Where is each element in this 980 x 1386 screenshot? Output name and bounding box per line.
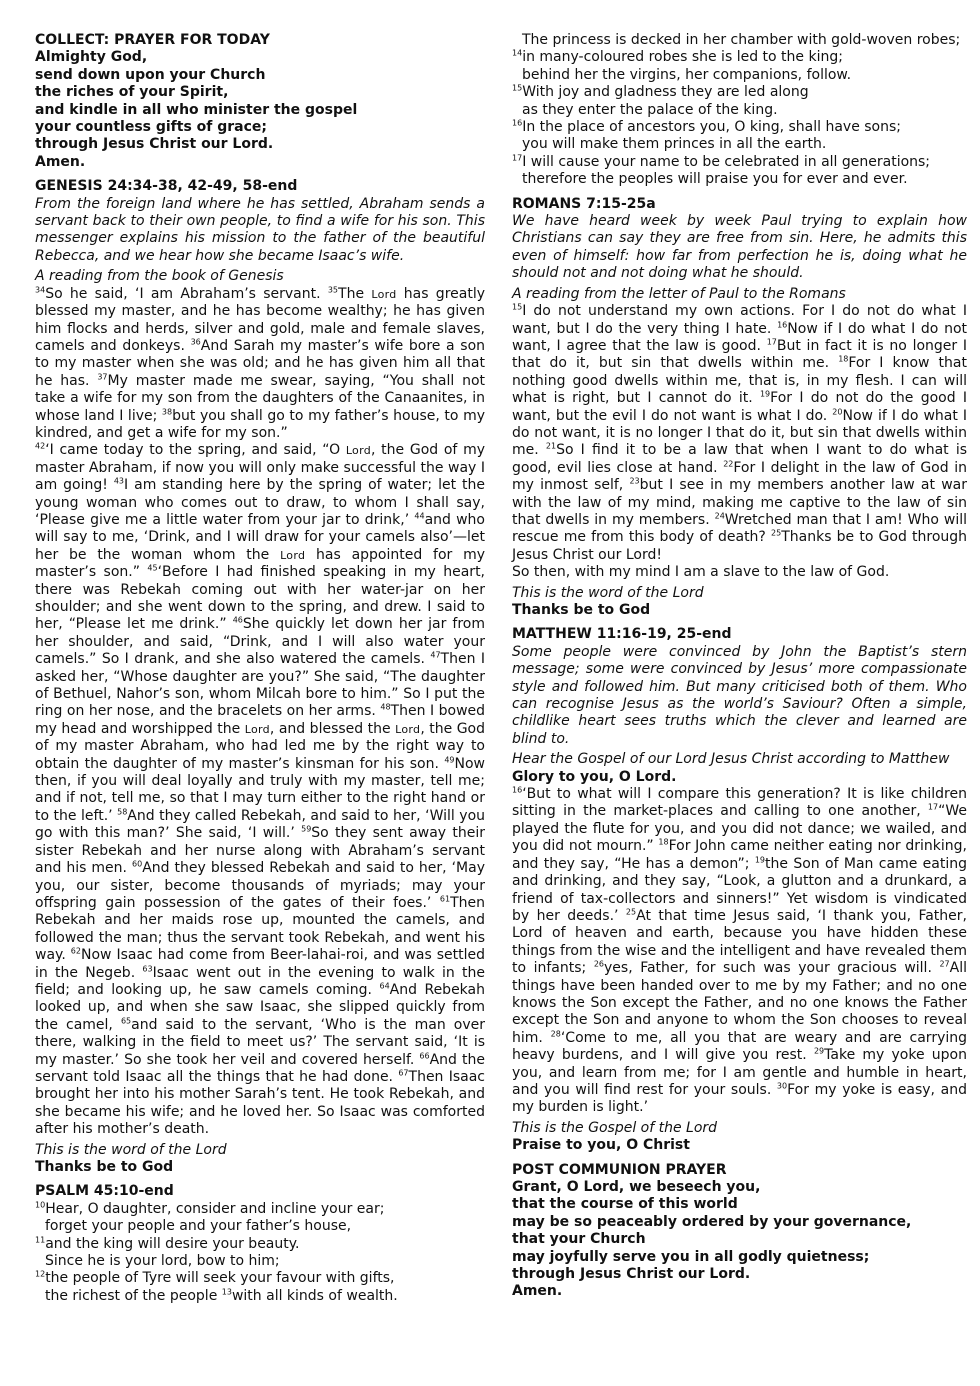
verse-text: In the place of ancestors you, O king, shall have sons; <box>522 119 902 136</box>
verse-text: So he said, ‘I am Abraham’s servant. <box>45 285 321 302</box>
verse-text: For my yoke is easy, and my burden is light.’ <box>512 1081 967 1116</box>
verse-number: 65 <box>120 1016 132 1026</box>
prayer-line: that your Church <box>512 1231 646 1248</box>
collect-line: your countless gifts of grace; <box>35 119 268 136</box>
lord-smallcaps: Lord <box>395 722 421 736</box>
verse-text: For I know that nothing good dwells within me, that is, in my flesh. I can will what is right, but I cannot do it. <box>512 355 967 407</box>
prayer-line: may be so peaceably ordered by your governance, <box>512 1213 912 1230</box>
post-communion-section <box>512 1162 967 1301</box>
verse-number: 30 <box>776 1081 788 1091</box>
collect-line: Almighty God, <box>35 49 148 66</box>
romans-closing: So then, with my mind I am a slave to the law of God. <box>512 564 890 581</box>
verse-number: 34 <box>35 285 46 295</box>
romans-heading: ROMANS 7:15-25a <box>512 195 656 212</box>
verse-number: 44 <box>414 511 425 521</box>
verse-number: 20 <box>832 406 843 416</box>
verse-number: 16 <box>512 118 523 128</box>
collect-line: the riches of your Spirit, <box>35 84 229 101</box>
verse-number: 19 <box>759 389 771 399</box>
psalm-line: forget your people and your father’s house, <box>45 1218 352 1235</box>
verse-number: 23 <box>629 476 640 486</box>
verse-text: ‘Before I had finished speaking in my heart, there was Rebekah coming out with her water-jar on her shoulder; and she went down to the spring, and drew. I said to her, “Please let me drink.” <box>35 564 486 633</box>
verse-text: For John came neither eating nor drinking, and they say, “He has a demon”; <box>512 838 968 872</box>
psalm-line: behind her the virgins, her companions, follow. <box>522 66 852 83</box>
genesis-heading: GENESIS 24:34-38, 42-49, 58-end <box>35 178 298 195</box>
verse-text: , the God of my master Abraham, who had led me by the right way to obtain the daughter of my master’s kinsman for his son. <box>35 720 486 772</box>
verse-text: and said to the servant, ‘Who is the man over there, walking in the field to meet us?’ The servant said, ‘It is my master.’ So she took her veil and covered herself. <box>35 1016 486 1068</box>
matthew-intro: Some people were convinced by John the Baptist’s stern message; some were convinced by Jesus’ more compassionate style and followed him. But many criticised both of them. Who can recognise Jesus as the world’s Saviour? Often a simple, childlike heart sees truths which the clever and learned are blind to. <box>512 643 967 747</box>
verse-number: 27 <box>939 959 950 969</box>
prayer-line: Amen. <box>512 1283 563 1300</box>
verse-text: the richest of the people <box>45 1287 218 1304</box>
verse-text: and who will say to me, ‘Drink, and I will draw for your camels also’—let her be the woman whom the <box>35 511 485 563</box>
verse-number: 17 <box>512 153 523 163</box>
verse-text: For I delight in the law of God in my inmost self, <box>512 459 968 494</box>
verse-text: Hear, O daughter, consider and incline your ear; <box>45 1200 385 1217</box>
psalm-line <box>512 49 967 66</box>
verse-text: Then I asked her, “Whose daughter are you?” She said, “The daughter of Bethuel, Nahor’s son, whom Milcah bore to him.” So I put the ring on her nose, and the bracelets on her arms. <box>35 651 485 720</box>
verse-text: So they sent away their sister Rebekah and her nurse along with Abraham’s servant and his men. <box>35 825 485 877</box>
left-column <box>35 32 485 1312</box>
verse-number: 10 <box>35 1200 46 1210</box>
verse-text: At that time Jesus said, ‘I thank you, Father, Lord of heaven and earth, because you have hidden these things from the wise and the intelligent and have revealed them to infants; <box>512 907 967 977</box>
matthew-response-italic: This is the Gospel of the Lord <box>512 1119 718 1136</box>
verse-number: 16 <box>777 319 788 329</box>
romans-intro: We have heard week by week Paul trying to explain how Christians can say they are free from sin. Here, he admits this even of himself: how far from perfection he is, doing what he should not and not doing what he should. <box>512 213 967 282</box>
verse-number: 61 <box>439 894 451 904</box>
lord-smallcaps: Lord <box>244 722 270 736</box>
verse-number: 66 <box>419 1050 430 1060</box>
verse-text: has appointed for my master’s son.” <box>35 546 485 581</box>
verse-number: 43 <box>113 476 125 486</box>
verse-number: 38 <box>161 406 173 416</box>
collect-prayer <box>35 49 485 171</box>
psalm-line <box>35 1270 485 1287</box>
verse-number: 11 <box>35 1234 46 1244</box>
romans-passage <box>512 303 967 564</box>
verse-text: “We played the flute for you, and you did not dance; we wailed, and you did not mourn.” <box>512 803 967 855</box>
verse-text: All things have been handed over to me by my Father; and no one knows the Son except the Father, and no one knows the Father except the Son and anyone to whom the Son chooses to reveal him. <box>512 960 968 1046</box>
verse-text: in many-coloured robes she is led to the king; <box>522 49 843 66</box>
right-column <box>512 32 967 1308</box>
verse-text: My master made me swear, saying, “You shall not take a wife for my son from the daughters of the Canaanites, in whose land I live; <box>35 372 485 424</box>
verse-text: Then I bowed my head and worshipped the <box>35 703 486 737</box>
verse-text: And Rebekah looked up, and when she saw Isaac, she slipped quickly from the camel, <box>35 981 485 1033</box>
verse-text: has greatly blessed my master, and he has become wealthy; he has given him flocks and herds, silver and gold, male and female slaves, camels and donkeys. <box>35 285 485 354</box>
verse-text: but you shall go to my father’s house, to my kindred, and get a wife for my son.” <box>35 407 485 441</box>
verse-number: 22 <box>723 459 734 469</box>
verse-number: 37 <box>97 372 108 382</box>
verse-text: with all kinds of wealth. <box>231 1287 398 1304</box>
verse-number: 24 <box>714 511 725 521</box>
verse-number: 64 <box>379 981 390 991</box>
matthew-passage <box>512 786 967 1117</box>
verse-text: She quickly let down her jar from her shoulder, and said, “Drink, and I will also water your camels.” So I drank, and she also watered the camels. <box>35 616 485 668</box>
verse-text: I am standing here by the spring of water; let the young woman who comes out to draw, to whom I shall say, ‘Please give me a little water from your jar to drink,’ <box>35 477 485 528</box>
verse-number: 19 <box>754 855 766 865</box>
genesis-response-italic: This is the word of the Lord <box>35 1141 227 1158</box>
verse-number: 15 <box>512 302 523 312</box>
matthew-reading-response: Glory to you, O Lord. <box>512 768 677 785</box>
verse-text: , and blessed the <box>269 720 391 737</box>
verse-text: Now then, if you will deal loyally and truly with my master, tell me; and if not, tell me, so that I may turn either to the right hand or to the left.’ <box>35 755 486 824</box>
collect-section <box>35 32 485 171</box>
collect-line: send down upon your Church <box>35 66 266 83</box>
verse-text: Now if I do what I do not want, it is no longer I that do it, but sin that dwells within me. <box>512 407 967 459</box>
matthew-response-bold: Praise to you, O Christ <box>512 1137 690 1154</box>
verse-text: Now Isaac had come from Beer-lahai-roi, and was settled in the Negeb. <box>35 947 485 981</box>
matthew-heading: MATTHEW 11:16-19, 25-end <box>512 626 732 643</box>
verse-number: 25 <box>625 907 637 917</box>
verse-text: Wretched man that I am! Who will rescue me from this body of death? <box>512 511 967 546</box>
post-communion-heading: POST COMMUNION PRAYER <box>512 1161 727 1178</box>
verse-number: 47 <box>430 650 441 660</box>
romans-section <box>512 196 967 620</box>
collect-line: and kindle in all who minister the gospel <box>35 101 358 118</box>
romans-response-bold: Thanks be to God <box>512 602 651 618</box>
verse-number: 21 <box>545 441 557 451</box>
matthew-section <box>512 626 967 1154</box>
genesis-passage <box>35 286 485 1139</box>
verse-number: 28 <box>550 1029 561 1039</box>
verse-number: 48 <box>380 702 391 712</box>
verse-text: Then Isaac brought her into his mother Sarah’s tent. He took Rebekah, and she became his wife; and he loved her. So Isaac was comforted after his mother’s death. <box>35 1068 486 1138</box>
psalm-line: The princess is decked in her chamber with gold-woven robes; <box>522 32 961 48</box>
psalm-line <box>35 1201 485 1218</box>
verse-text: Take my yoke upon you, and learn from me; for I am gentle and humble in heart, and you will find rest for your souls. <box>512 1047 967 1098</box>
verse-text: And Sarah my master’s wife bore a son to my master when she was old; and he has given him all that he has. <box>35 337 486 389</box>
genesis-response-bold: Thanks be to God <box>35 1159 174 1175</box>
psalm-line: Since he is your lord, bow to him; <box>45 1253 280 1270</box>
romans-response-italic: This is the word of the Lord <box>512 584 704 601</box>
psalm-section <box>35 1183 485 1305</box>
genesis-intro: From the foreign land where he has settled, Abraham sends a servant back to their own people, to find a wife for his son. This messenger explains his mission to the father of the beautiful Rebecca, and we hear how she became Isaac’s wife. <box>35 195 485 264</box>
verse-text: ‘I came today to the spring, and said, “O <box>45 442 341 459</box>
verse-text: I do not understand my own actions. For I do not do what I want, but I do the very thing I hate. <box>512 303 967 337</box>
psalm-line: therefore the peoples will praise you for ever and ever. <box>522 171 908 188</box>
matthew-reading-intro: Hear the Gospel of our Lord Jesus Christ according to Matthew <box>512 751 950 768</box>
verse-text: , the God of my master Abraham, if now you will only make successful the way I am going! <box>35 442 485 494</box>
psalm-line <box>512 119 967 136</box>
post-communion-prayer <box>512 1179 967 1301</box>
psalm-line <box>512 84 967 101</box>
verse-number: 18 <box>838 354 849 364</box>
verse-number: 18 <box>658 837 669 847</box>
verse-text: But in fact it is no longer I that do it, but sin that dwells within me. <box>512 337 967 372</box>
verse-number: 67 <box>398 1068 409 1078</box>
verse-text: yes, Father, for such was your gracious will. <box>604 960 932 977</box>
verse-text: The <box>338 285 365 302</box>
verse-text: Now if I do what I do not want, I agree that the law is good. <box>512 320 967 354</box>
prayer-line: through Jesus Christ our Lord. <box>512 1266 751 1283</box>
verse-text: and the king will desire your beauty. <box>45 1235 300 1252</box>
prayer-line: Grant, O Lord, we beseech you, <box>512 1179 761 1195</box>
psalm-line: as they enter the palace of the king. <box>522 101 778 118</box>
verse-number: 60 <box>132 859 143 869</box>
verse-number: 14 <box>512 48 523 58</box>
verse-text: Thanks be to God through Jesus Christ our Lord! <box>512 529 968 563</box>
verse-number: 29 <box>813 1046 825 1056</box>
verse-text: I will cause your name to be celebrated in all generations; <box>522 153 931 170</box>
collect-line: Amen. <box>35 153 86 170</box>
verse-number: 16 <box>512 785 523 795</box>
psalm-continued <box>512 32 967 189</box>
verse-text: So I find it to be a law that when I want to do what is good, evil lies close at hand. <box>512 442 968 476</box>
verse-text: With joy and gladness they are led along <box>522 84 809 101</box>
verse-text: Then Rebekah and her maids rose up, mounted the camels, and followed the man; thus the servant took Rebekah, and went his way. <box>35 894 486 964</box>
verse-text: For I do not do the good I want, but the evil I do not want is what I do. <box>512 390 968 424</box>
verse-number: 42 <box>35 441 46 451</box>
verse-text: ‘Come to me, all you that are weary and are carrying heavy burdens, and I will give you rest. <box>512 1029 968 1064</box>
genesis-section <box>35 178 485 1176</box>
collect-line: through Jesus Christ our Lord. <box>35 136 274 153</box>
prayer-line: may joyfully serve you in all godly quietness; <box>512 1248 870 1265</box>
psalm-line <box>35 1236 485 1253</box>
verse-number: 12 <box>35 1269 46 1279</box>
collect-heading: COLLECT: PRAYER FOR TODAY <box>35 32 270 48</box>
lord-smallcaps: Lord <box>280 548 306 562</box>
psalm-line <box>512 154 967 171</box>
genesis-reading-intro: A reading from the book of Genesis <box>35 268 284 285</box>
verse-text: ‘But to what will I compare this generation? It is like children sitting in the market-places and calling to one another, <box>512 786 967 820</box>
verse-number: 35 <box>327 285 339 295</box>
verse-number: 62 <box>70 946 81 956</box>
verse-text: Isaac went out in the evening to walk in the field; and looking up, he saw camels coming. <box>35 964 486 998</box>
romans-reading-intro: A reading from the letter of Paul to the Romans <box>512 285 846 302</box>
verse-number: 17 <box>766 337 777 347</box>
verse-text: but I see in my members another law at war with the law of my mind, making me captive to the law of sin that dwells in my members. <box>512 477 967 528</box>
prayer-line: that the course of this world <box>512 1196 738 1213</box>
lord-smallcaps: Lord <box>345 444 371 458</box>
verse-number: 58 <box>117 807 128 817</box>
verse-number: 25 <box>771 528 782 538</box>
psalm-line: you will make them princes in all the earth. <box>522 136 827 153</box>
verse-number: 36 <box>190 337 201 347</box>
verse-number: 49 <box>444 755 455 764</box>
verse-text: And they blessed Rebekah and said to her, ‘May you, our sister, become thousands of myriads; may your offspring gain possession of the gates of their foes.’ <box>35 860 486 911</box>
verse-number: 26 <box>593 959 604 969</box>
verse-text: the people of Tyre will seek your favour with gifts, <box>45 1270 395 1287</box>
verse-number: 45 <box>147 563 158 573</box>
psalm-line <box>35 1288 485 1305</box>
verse-text: And they called Rebekah, and said to her, ‘Will you go with this man?’ She said, ‘I will.’ <box>35 807 486 842</box>
psalm-heading: PSALM 45:10-end <box>35 1183 174 1200</box>
verse-number: 13 <box>221 1287 232 1297</box>
verse-text: And the servant told Isaac all the things that he had done. <box>35 1051 485 1085</box>
verse-number: 63 <box>142 963 153 973</box>
verse-number: 59 <box>301 824 312 834</box>
verse-number: 46 <box>232 615 243 625</box>
lord-smallcaps: Lord <box>371 287 397 301</box>
verse-number: 15 <box>512 83 523 93</box>
verse-number: 17 <box>927 802 939 812</box>
verse-text: the Son of Man came eating and drinking, and they say, “Look, a glutton and a drunkard, a friend of tax-collectors and sinners!” Yet wisdom is vindicated by her deeds.’ <box>512 855 968 924</box>
